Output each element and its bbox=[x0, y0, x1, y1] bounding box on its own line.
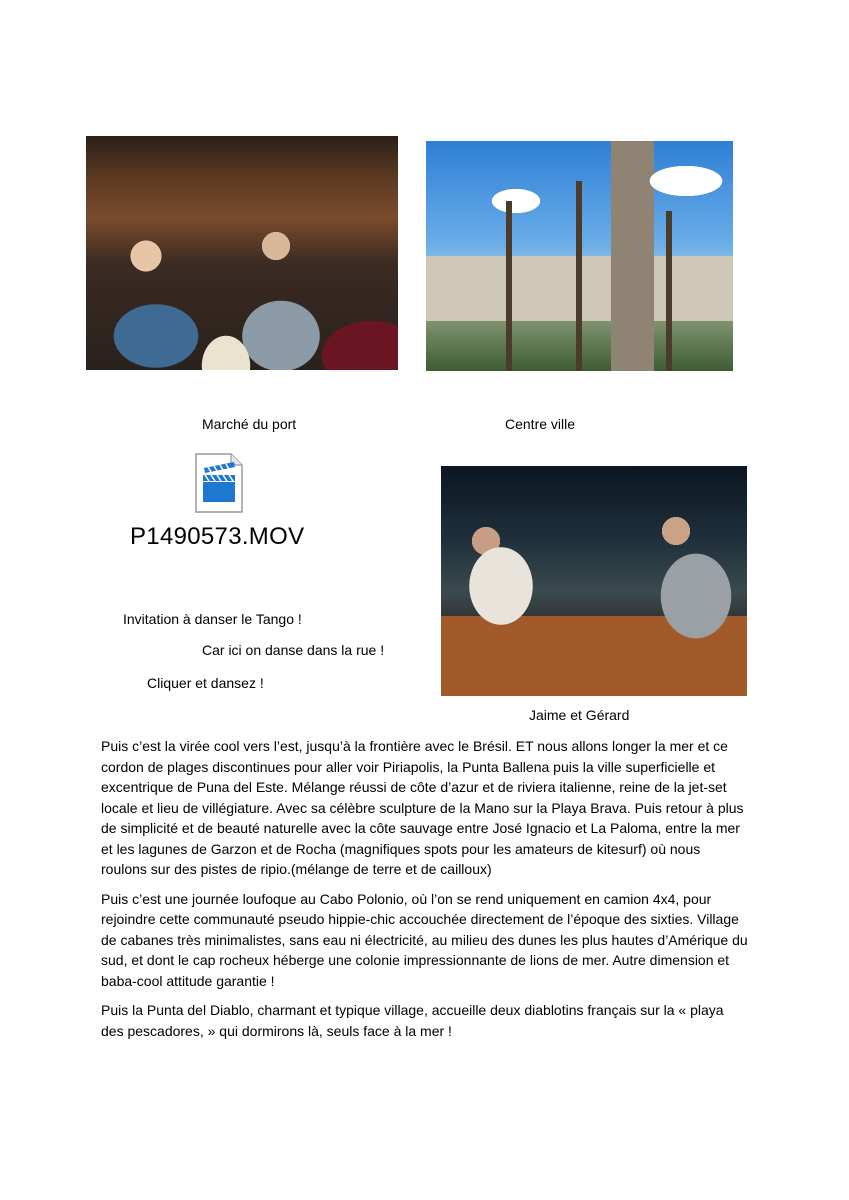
invitation-line-3: Cliquer et dansez ! bbox=[147, 675, 264, 691]
video-file-icon[interactable] bbox=[195, 453, 243, 513]
video-filename[interactable]: P1490573.MOV bbox=[130, 523, 305, 550]
paragraph-2: Puis c’est une journée loufoque au Cabo Polonio, où l’on se rend uniquement en camion 4x4, pour rejoindre cette communauté pseudo hippie-chic accouchée directement de l’époque des sixties. Village de cabanes très minimalistes, sans eau ni électricité, au milieu des dunes les plus hautes d’Amérique du sud, et dont le cap rocheux héberge une colonie impressionnante de lions de mer. Autre dimension et baba-cool attitude garantie ! bbox=[101, 890, 748, 989]
caption-marche-du-port: Marché du port bbox=[202, 416, 297, 432]
invitation-line-2: Car ici on danse dans la rue ! bbox=[202, 642, 385, 658]
caption-centre-ville: Centre ville bbox=[505, 416, 576, 432]
photo-jaime-et-gerard bbox=[441, 466, 747, 696]
paragraph-1: Puis c’est la virée cool vers l’est, jusqu’à la frontière avec le Brésil. ET nous allons longer la mer et ce cordon de plages discontinues pour aller voir Piriapolis, la Punta Ballena puis la ville superficielle et excentrique de Puna del Este. Mélange réussi de côte d’azur et de riviera italienne, reine de la jet-set locale et lieu de villégiature. Avec sa célèbre sculpture de la Mano sur la Playa Brava. Puis retour à plus de simplicité et de beauté naturelle avec la côte sauvage entre José Ignacio et La Paloma, entre la mer et les lagunes de Garzon et de Rocha (magnifiques spots pour les amateurs de kitesurf) où nous roulons sur des pistes de ripio.(mélange de terre et de cailloux) bbox=[101, 738, 744, 877]
photo-marche-du-port bbox=[86, 136, 398, 370]
paragraph-3: Puis la Punta del Diablo, charmant et typique village, accueille deux diablotins français sur la « playa des pescadores, » qui dormirons là, seuls face à la mer ! bbox=[101, 1002, 724, 1039]
invitation-line-1: Invitation à danser le Tango ! bbox=[123, 611, 302, 627]
photo-centre-ville bbox=[426, 141, 733, 371]
caption-jaime-et-gerard: Jaime et Gérard bbox=[529, 707, 630, 723]
body-text bbox=[101, 736, 749, 1050]
